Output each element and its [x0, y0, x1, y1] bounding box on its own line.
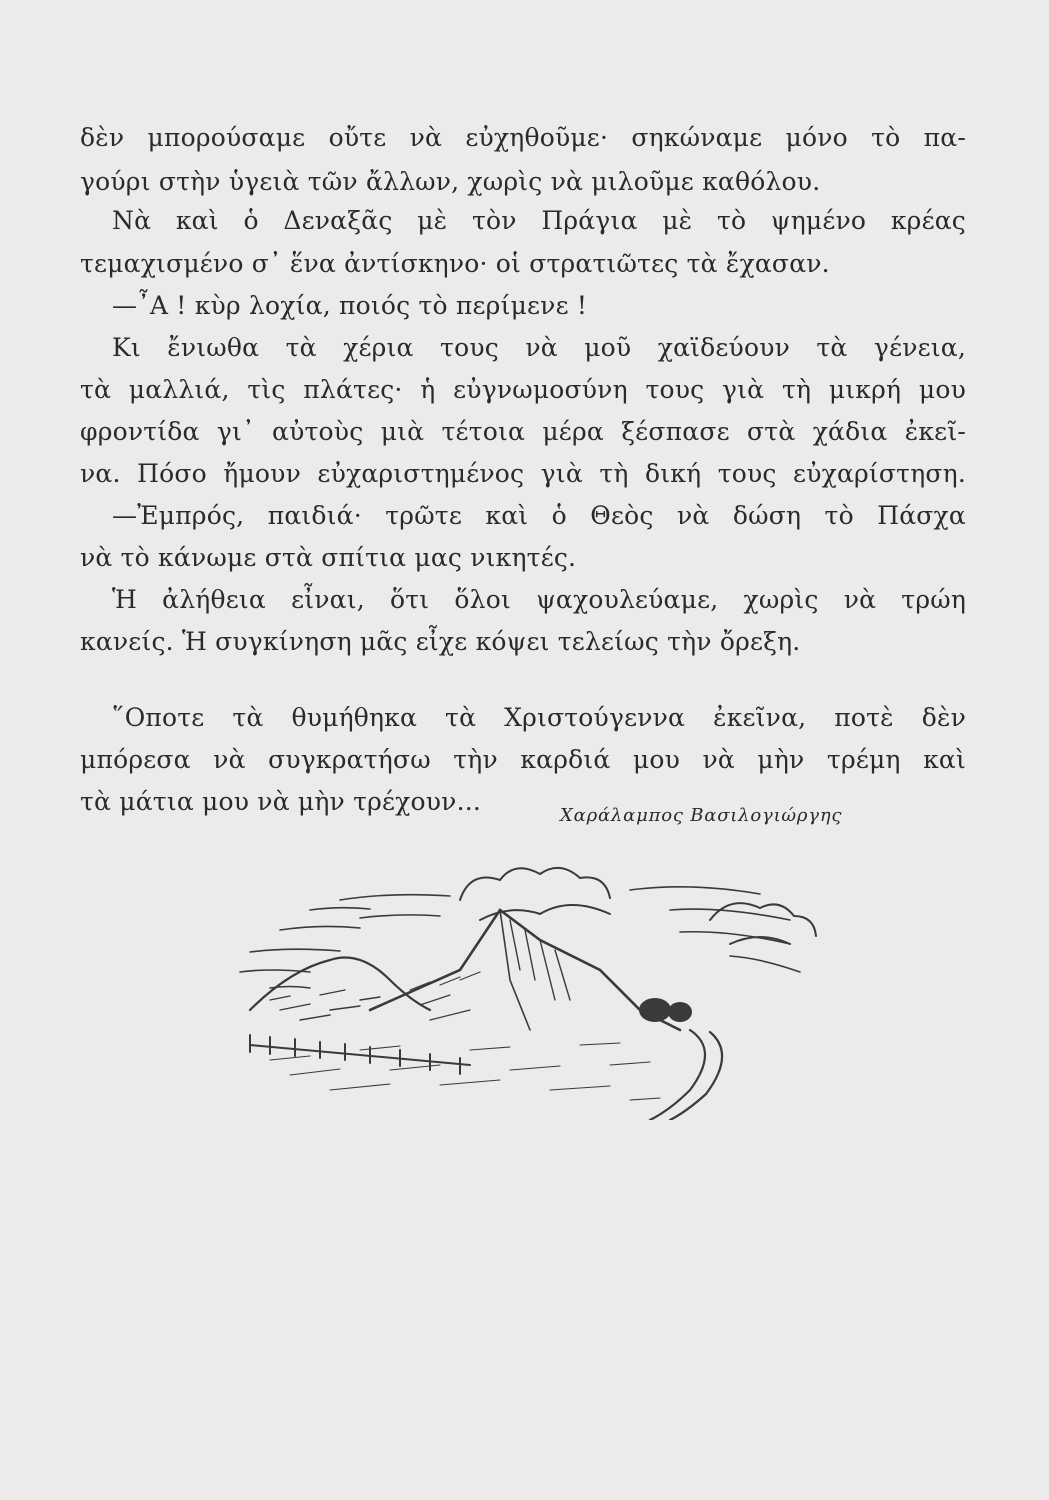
- mountain-landscape-illustration: [210, 860, 840, 1120]
- text-line: —῏Α ! κὺρ λοχία, ποιός τὸ περίμενε !: [112, 291, 588, 320]
- text-line: δὲν μπορούσαμε οὔτε νὰ εὐχηθοῦμε· σηκώναμε μόνο τὸ πα-: [80, 123, 966, 152]
- text-line: φροντίδα γι᾿ αὐτοὺς μιὰ τέτοια μέρα ξέσπασε στὰ χάδια ἐκεῖ-: [80, 417, 966, 446]
- text-line: νὰ τὸ κάνωμε στὰ σπίτια μας νικητές.: [80, 543, 577, 572]
- text-line: τὰ μάτια μου νὰ μὴν τρέχουν...: [80, 787, 482, 816]
- text-line: κανείς. Ἡ συγκίνηση μᾶς εἶχε κόψει τελείως τὴν ὄρεξη.: [80, 627, 801, 656]
- text-line: να. Πόσο ἤμουν εὐχαριστημένος γιὰ τὴ δική τους εὐχαρίστηση.: [80, 459, 966, 488]
- text-line: μπόρεσα νὰ συγκρατήσω τὴν καρδιά μου νὰ μὴν τρέμη καὶ: [80, 745, 966, 774]
- text-line: Κι ἔνιωθα τὰ χέρια τους νὰ μοῦ χαϊδεύουν τὰ γένεια,: [112, 333, 966, 362]
- author-signature: Χαράλαμπος Βασιλογιώργης: [560, 805, 843, 826]
- text-line: τὰ μαλλιά, τὶς πλάτες· ἡ εὐγνωμοσύνη τους γιὰ τὴ μικρή μου: [80, 375, 966, 404]
- text-line: τεμαχισμένο σ᾿ ἕνα ἀντίσκηνο· οἱ στρατιῶτες τὰ ἔχασαν.: [80, 249, 830, 278]
- text-line: Νὰ καὶ ὁ Δεναξᾶς μὲ τὸν Πράγια μὲ τὸ ψημένο κρέας: [112, 206, 966, 235]
- text-line: ῞Οποτε τὰ θυμήθηκα τὰ Χριστούγεννα ἐκεῖνα, ποτὲ δὲν: [112, 703, 966, 732]
- text-line: γούρι στὴν ὑγειὰ τῶν ἄλλων, χωρὶς νὰ μιλοῦμε καθόλου.: [80, 167, 821, 196]
- text-line: Ἡ ἀλήθεια εἶναι, ὅτι ὅλοι ψαχουλεύαμε, χωρὶς νὰ τρώη: [112, 585, 966, 614]
- text-line: —Ἐμπρός, παιδιά· τρῶτε καὶ ὁ Θεὸς νὰ δώση τὸ Πάσχα: [112, 501, 966, 530]
